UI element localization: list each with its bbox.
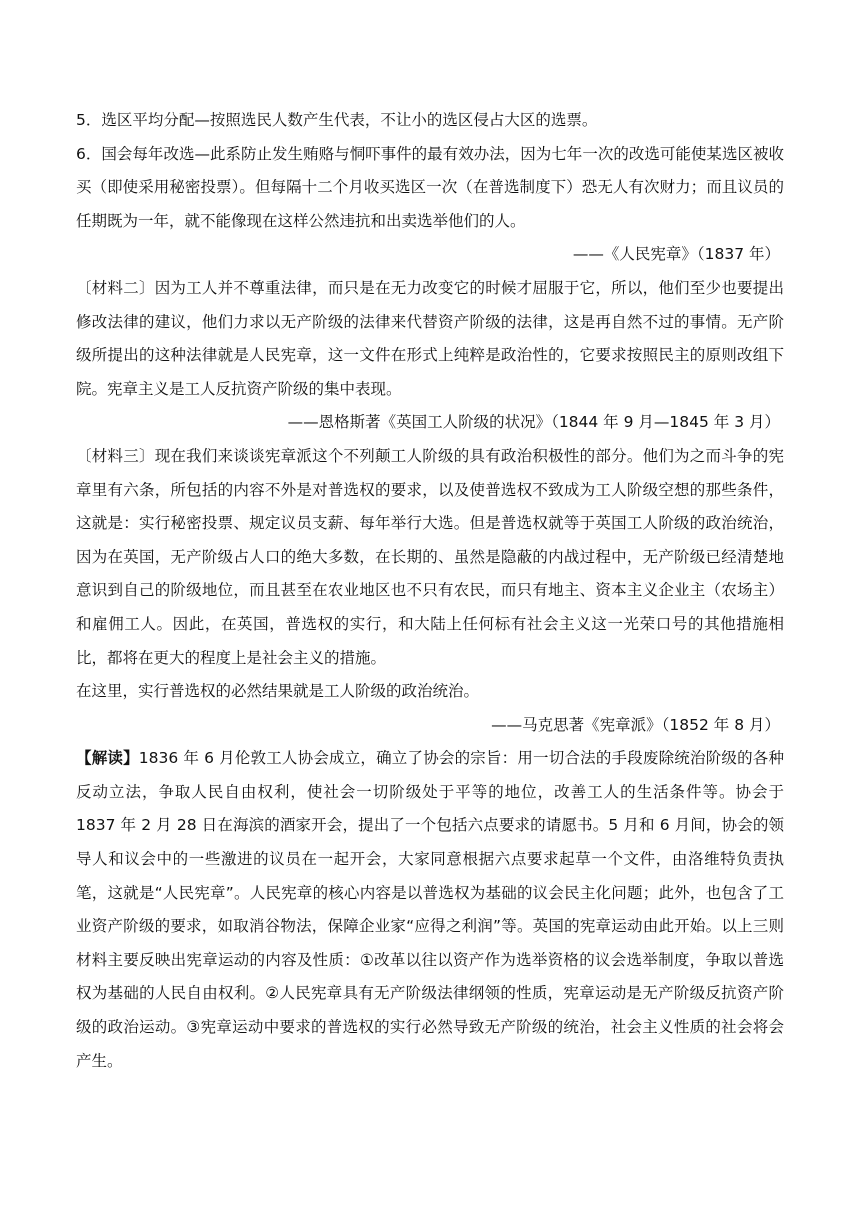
document-body	[76, 104, 784, 1078]
source-citation-3: ——马克思著《宪章派》（1852 年 8 月）	[491, 715, 780, 734]
material-3-conclusion: 在这里，实行普选权的必然结果就是工人阶级的政治统治。	[76, 682, 480, 701]
item-5: 5．选区平均分配—按照选民人数产生代表，不让小的选区侵占大区的选票。	[76, 111, 598, 129]
analysis-text: 1836 年 6 月伦敦工人协会成立，确立了协会的宗旨：用一切合法的手段废除统治阶级的各种反动立法，争取人民自由权利，使社会一切阶级处于平等的地位，改善工人的生活条件等。协会于 1837 年 2 月 28 日在海滨的酒家开会，提出了一个包括六点要求的请愿书。5 月和 6 月间，协会的领导人和议会中的一些激进的议员在一起开会，大家同意根据六点要求起草一个文件，由洛维特负责执笔，这就是“人民宪章”。人民宪章的核心内容是以普选权为基础的议会民主化问题；此外，也包含了工业资产阶级的要求，如取消谷物法，保障企业家“应得之利润”等。英国的宪章运动由此开始。以上三则材料主要反映出宪章运动的内容及性质：①改革以往以资产作为选举资格的议会选举制度，争取以普选权为基础的人民自由权利。②人民宪章具有无产阶级法律纲领的性质，宪章运动是无产阶级反抗资产阶级的政治运动。③宪章运动中要求的普选权的实行必然导致无产阶级的统治，社会主义性质的社会将会产生。	[76, 749, 784, 1070]
analysis-paragraph	[76, 742, 784, 1078]
material-2: 〔材料二〕因为工人并不尊重法律，而只是在无力改变它的时候才屈服于它，所以，他们至少也要提出修改法律的建议，他们力求以无产阶级的法律来代替资产阶级的法律，这是再自然不过的事情。无产阶级所提出的这种法律就是人民宪章，这一文件在形式上纯粹是政治性的，它要求按照民主的原则改组下院。宪章主义是工人反抗资产阶级的集中表现。	[76, 278, 784, 398]
item-6: 6．国会每年改选—此系防止发生贿赂与恫吓事件的最有效办法，因为七年一次的改选可能使某选区被收买（即使采用秘密投票）。但每隔十二个月收买选区一次（在普选制度下）恐无人有次财力；而且议员的任期既为一年，就不能像现在这样公然违抗和出卖选举他们的人。	[76, 144, 784, 230]
source-citation-1: ——《人民宪章》（1837 年）	[572, 245, 780, 264]
source-citation-2: ——恩格斯著《英国工人阶级的状况》（1844 年 9 月—1845 年 3 月）	[287, 413, 780, 432]
analysis-label: 【解读】	[76, 749, 139, 768]
material-3: 〔材料三〕现在我们来谈谈宪章派这个不列颠工人阶级的具有政治积极性的部分。他们为之而斗争的宪章里有六条，所包括的内容不外是对普选权的要求，以及使普选权不致成为工人阶级空想的那些条件，这就是：实行秘密投票、规定议员支薪、每年举行大选。但是普选权就等于英国工人阶级的政治统治，因为在英国，无产阶级占人口的绝大多数，在长期的、虽然是隐蔽的内战过程中，无产阶级已经清楚地意识到自己的阶级地位，而且甚至在农业地区也不只有农民，而只有地主、资本主义企业主（农场主）和雇佣工人。因此，在英国，普选权的实行，和大陆上任何标有社会主义这一光荣口号的其他措施相比，都将在更大的程度上是社会主义的措施。	[76, 446, 784, 667]
